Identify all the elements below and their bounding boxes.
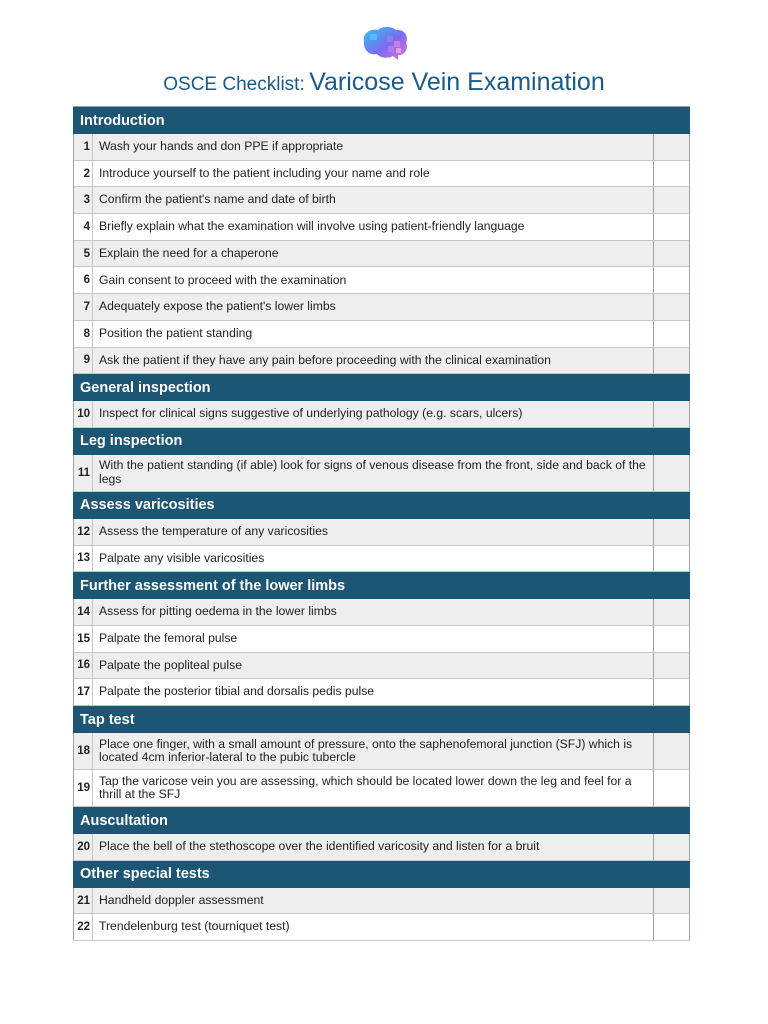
checklist-table: [73, 106, 690, 941]
item-text: Inspect for clinical signs suggestive of underlying pathology (e.g. scars, ulcers): [93, 401, 654, 427]
item-number: 2: [74, 161, 93, 187]
item-number: 7: [74, 294, 93, 320]
item-text: With the patient standing (if able) look for signs of venous disease from the front, side and back of the legs: [93, 455, 654, 491]
section-header: Assess varicosities: [73, 492, 690, 519]
checklist-row: [73, 626, 690, 653]
item-checkbox[interactable]: [654, 519, 689, 545]
item-checkbox[interactable]: [654, 546, 689, 572]
item-text: Place one finger, with a small amount of pressure, onto the saphenofemoral junction (SFJ) which is located 4cm inferior-lateral to the pubic tubercle: [93, 733, 654, 769]
item-text: Explain the need for a chaperone: [93, 241, 654, 267]
item-text: Assess for pitting oedema in the lower limbs: [93, 599, 654, 625]
item-number: 10: [74, 401, 93, 427]
item-text: Trendelenburg test (tourniquet test): [93, 914, 654, 940]
section-header: Leg inspection: [73, 428, 690, 455]
section-header: Auscultation: [73, 807, 690, 834]
checklist-row: [73, 653, 690, 680]
item-text: Confirm the patient's name and date of birth: [93, 187, 654, 213]
item-number: 3: [74, 187, 93, 213]
item-checkbox[interactable]: [654, 834, 689, 860]
item-number: 19: [74, 770, 93, 806]
checklist-row: [73, 546, 690, 573]
checklist-row: [73, 214, 690, 241]
checklist-row: [73, 834, 690, 861]
checklist-row: [73, 455, 690, 492]
item-number: 12: [74, 519, 93, 545]
item-text: Wash your hands and don PPE if appropriate: [93, 134, 654, 160]
section-header: General inspection: [73, 374, 690, 401]
item-checkbox[interactable]: [654, 914, 689, 940]
checklist-row: [73, 321, 690, 348]
item-text: Introduce yourself to the patient including your name and role: [93, 161, 654, 187]
item-number: 11: [74, 455, 93, 491]
item-number: 15: [74, 626, 93, 652]
section-header: Further assessment of the lower limbs: [73, 572, 690, 599]
item-checkbox[interactable]: [654, 214, 689, 240]
item-checkbox[interactable]: [654, 679, 689, 705]
checklist-row: [73, 187, 690, 214]
checklist-row: [73, 914, 690, 941]
checklist-row: [73, 241, 690, 268]
section-header: Other special tests: [73, 861, 690, 888]
item-number: 8: [74, 321, 93, 347]
checklist-row: [73, 599, 690, 626]
checklist-row: [73, 519, 690, 546]
item-text: Palpate the popliteal pulse: [93, 653, 654, 679]
item-text: Ask the patient if they have any pain before proceeding with the clinical examination: [93, 348, 654, 374]
item-number: 1: [74, 134, 93, 160]
item-text: Briefly explain what the examination will involve using patient-friendly language: [93, 214, 654, 240]
item-number: 17: [74, 679, 93, 705]
checklist-row: [73, 348, 690, 375]
item-text: Handheld doppler assessment: [93, 888, 654, 914]
item-text: Assess the temperature of any varicosities: [93, 519, 654, 545]
item-checkbox[interactable]: [654, 187, 689, 213]
item-checkbox[interactable]: [654, 653, 689, 679]
checklist-row: [73, 679, 690, 706]
item-number: 18: [74, 733, 93, 769]
checklist-row: [73, 733, 690, 770]
item-number: 5: [74, 241, 93, 267]
item-number: 22: [74, 914, 93, 940]
item-number: 9: [74, 348, 93, 374]
item-checkbox[interactable]: [654, 455, 689, 491]
checklist-row: [73, 294, 690, 321]
brain-logo-icon: [360, 26, 410, 64]
item-number: 6: [74, 267, 93, 293]
checklist-row: [73, 267, 690, 294]
item-checkbox[interactable]: [654, 241, 689, 267]
item-text: Palpate any visible varicosities: [93, 546, 654, 572]
item-checkbox[interactable]: [654, 733, 689, 769]
checklist-row: [73, 888, 690, 915]
item-text: Adequately expose the patient's lower limbs: [93, 294, 654, 320]
page-title: [0, 68, 768, 97]
item-text: Position the patient standing: [93, 321, 654, 347]
item-checkbox[interactable]: [654, 267, 689, 293]
item-number: 4: [74, 214, 93, 240]
title-main: Varicose Vein Examination: [309, 68, 605, 96]
item-text: Place the bell of the stethoscope over the identified varicosity and listen for a bruit: [93, 834, 654, 860]
section-header: Tap test: [73, 706, 690, 733]
item-text: Tap the varicose vein you are assessing, which should be located lower down the leg and feel for a thrill at the SFJ: [93, 770, 654, 806]
item-checkbox[interactable]: [654, 626, 689, 652]
checklist-row: [73, 134, 690, 161]
item-number: 13: [74, 546, 93, 572]
item-text: Palpate the posterior tibial and dorsalis pedis pulse: [93, 679, 654, 705]
checklist-row: [73, 770, 690, 807]
item-text: Gain consent to proceed with the examination: [93, 267, 654, 293]
item-checkbox[interactable]: [654, 770, 689, 806]
item-checkbox[interactable]: [654, 599, 689, 625]
item-checkbox[interactable]: [654, 321, 689, 347]
item-checkbox[interactable]: [654, 134, 689, 160]
section-header: Introduction: [73, 107, 690, 134]
checklist-row: [73, 161, 690, 188]
item-text: Palpate the femoral pulse: [93, 626, 654, 652]
checklist-row: [73, 401, 690, 428]
item-checkbox[interactable]: [654, 888, 689, 914]
title-prefix: OSCE Checklist:: [163, 74, 305, 95]
item-number: 14: [74, 599, 93, 625]
item-number: 21: [74, 888, 93, 914]
item-number: 16: [74, 653, 93, 679]
item-number: 20: [74, 834, 93, 860]
item-checkbox[interactable]: [654, 401, 689, 427]
item-checkbox[interactable]: [654, 348, 689, 374]
item-checkbox[interactable]: [654, 294, 689, 320]
item-checkbox[interactable]: [654, 161, 689, 187]
